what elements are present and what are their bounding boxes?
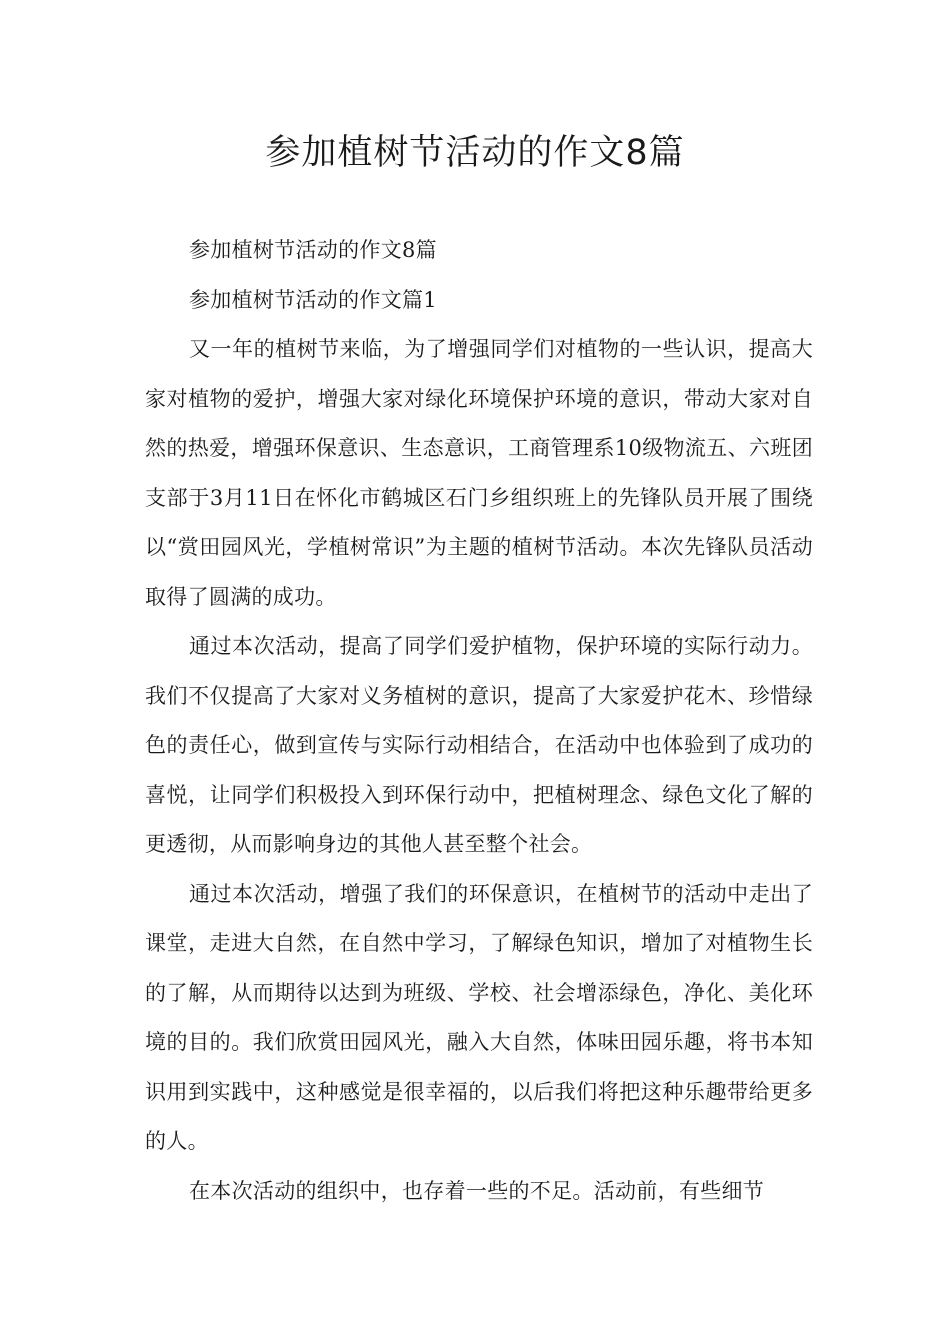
document-title: 参加植树节活动的作文8篇: [265, 133, 685, 173]
paragraph: 又一年的植树节来临，为了增强同学们对植物的一些认识，提高大家对植物的爱护，增强大家对绿化环境保护环境的意识，带动大家对自然的热爱，增强环保意识、生态意识，工商管理系10级物流五、六班团支部于3月11日在怀化市鹤城区石门乡组织班上的先锋队员开展了围绕以“赏田园风光，学植树常识”为主题的植树节活动。本次先锋队员活动取得了圆满的成功。: [145, 337, 813, 609]
paragraph: 参加植树节活动的作文篇1: [189, 287, 437, 312]
paragraph: 通过本次活动，提高了同学们爱护植物，保护环境的实际行动力。我们不仅提高了大家对义务植树的意识，提高了大家爱护花木、珍惜绿色的责任心，做到宣传与实际行动相结合，在活动中也体验到了成功的喜悦，让同学们积极投入到环保行动中，把植树理念、绿色文化了解的更透彻，从而影响身边的其他人甚至整个社会。: [145, 634, 813, 856]
paragraph: 通过本次活动，增强了我们的环保意识，在植树节的活动中走出了课堂，走进大自然，在自然中学习，了解绿色知识，增加了对植物生长的了解，从而期待以达到为班级、学校、社会增添绿色，净化、美化环境的目的。我们欣赏田园风光，融入大自然，体味田园乐趣，将书本知识用到实践中，这种感觉是很幸福的，以后我们将把这种乐趣带给更多的人。: [145, 881, 813, 1153]
paragraph: 在本次活动的组织中，也存着一些的不足。活动前，有些细节: [189, 1178, 765, 1203]
paragraph: 参加植树节活动的作文8篇: [189, 238, 437, 262]
document-body: [145, 226, 813, 1216]
